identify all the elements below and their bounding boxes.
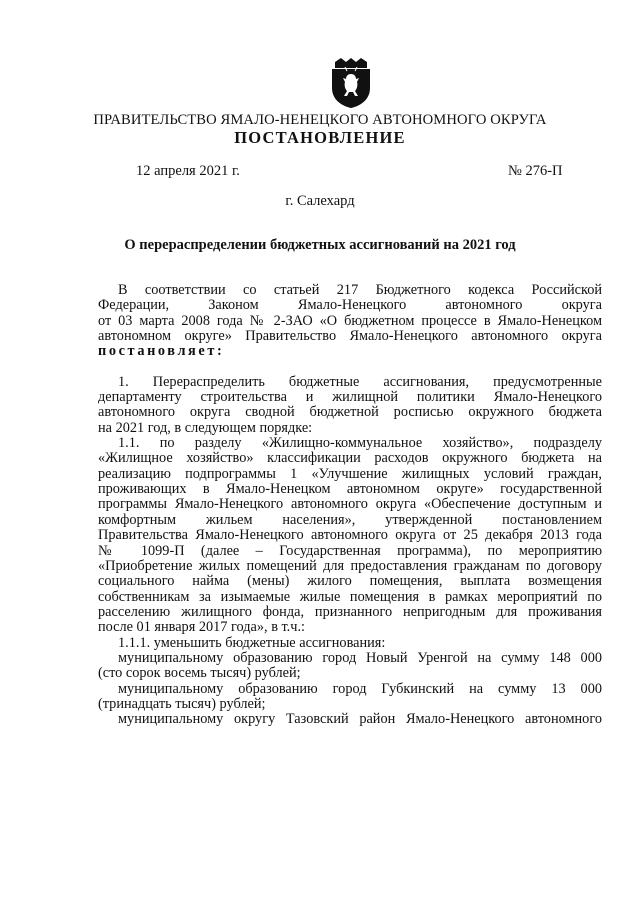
resolves-line [98, 344, 602, 359]
document-body [98, 283, 602, 728]
text-line: расселению жилищного фонда, признанного непригодным для проживания [98, 603, 602, 620]
text-line: «Жилищное хозяйство» классификации расходов окружного бюджета на [98, 450, 602, 467]
document-date: 12 апреля 2021 г. [136, 163, 240, 179]
text-line: комфортным жильем населения», утвержденной постановлением [98, 511, 602, 528]
text-line: (тринадцать тысяч) рублей; [98, 695, 266, 712]
document-city: г. Салехард [285, 193, 355, 209]
text-line: департаменту строительства и жилищной политики Ямало-Ненецкого [98, 389, 602, 406]
text-line: муниципальному округу Тазовский район Ямало-Ненецкого автономного [118, 711, 602, 728]
document-type: ПОСТАНОВЛЕНИЕ [234, 128, 406, 147]
text-line: социального найма (мены) жилого помещения, выплата возмещения [98, 573, 602, 590]
text-line: реализацию подпрограммы 1 «Улучшение жилищных условий граждан, [98, 465, 602, 482]
text-line: автономном округе» Правительство Ямало-Ненецкого автономного округа [98, 328, 602, 345]
government-name: ПРАВИТЕЛЬСТВО ЯМАЛО-НЕНЕЦКОГО АВТОНОМНОГО ОКРУГА [93, 112, 547, 128]
text-line: на 2021 год, в следующем порядке: [98, 419, 313, 436]
document-subject: О перераспределении бюджетных ассигнований на 2021 год [124, 237, 516, 253]
document-number: № 276-П [508, 163, 563, 179]
text-line: автономного округа сводной бюджетной росписью окружного бюджета [98, 404, 602, 421]
text-line: от 03 марта 2008 года № 2-ЗАО «О бюджетном процессе в Ямало-Ненецком [98, 312, 602, 329]
text-line: муниципальному образованию город Новый Уренгой на сумму 148 000 [118, 649, 602, 666]
text-line: муниципальному образованию город Губкинский на сумму 13 000 [118, 680, 602, 697]
coat-of-arms-icon [329, 58, 373, 108]
resolves-word: постановляет: [98, 343, 225, 360]
text-line: № 1099-П (далее – Государственная программа), по мероприятию [98, 542, 602, 559]
text-line: 1. Перераспределить бюджетные ассигнования, предусмотренные [118, 373, 602, 390]
text-line: (сто сорок восемь тысяч) рублей; [98, 665, 301, 682]
text-line: В соответствии со статьей 217 Бюджетного кодекса Российской [118, 282, 602, 298]
text-line: Правительства Ямало-Ненецкого автономного округа от 25 декабря 2013 года [98, 527, 602, 544]
text-line: после 01 января 2017 года», в т.ч.: [98, 619, 305, 636]
text-line: программы Ямало-Ненецкого автономного округа «Обеспечение доступным и [98, 496, 602, 513]
text-line: «Приобретение жилых помещений для предоставления гражданам по договору [98, 557, 602, 574]
text-line: 1.1.1. уменьшить бюджетные ассигнования: [118, 634, 386, 651]
text-line: проживающих в Ямало-Ненецком автономном округе» государственной [98, 481, 602, 498]
text-line: 1.1. по разделу «Жилищно-коммунальное хозяйство», подразделу [118, 435, 602, 452]
text-line: Федерации, Законом Ямало-Ненецкого автономного округа [98, 297, 602, 314]
text-line: собственникам за изымаемые жилые помещения в рамках мероприятий по [98, 588, 602, 605]
